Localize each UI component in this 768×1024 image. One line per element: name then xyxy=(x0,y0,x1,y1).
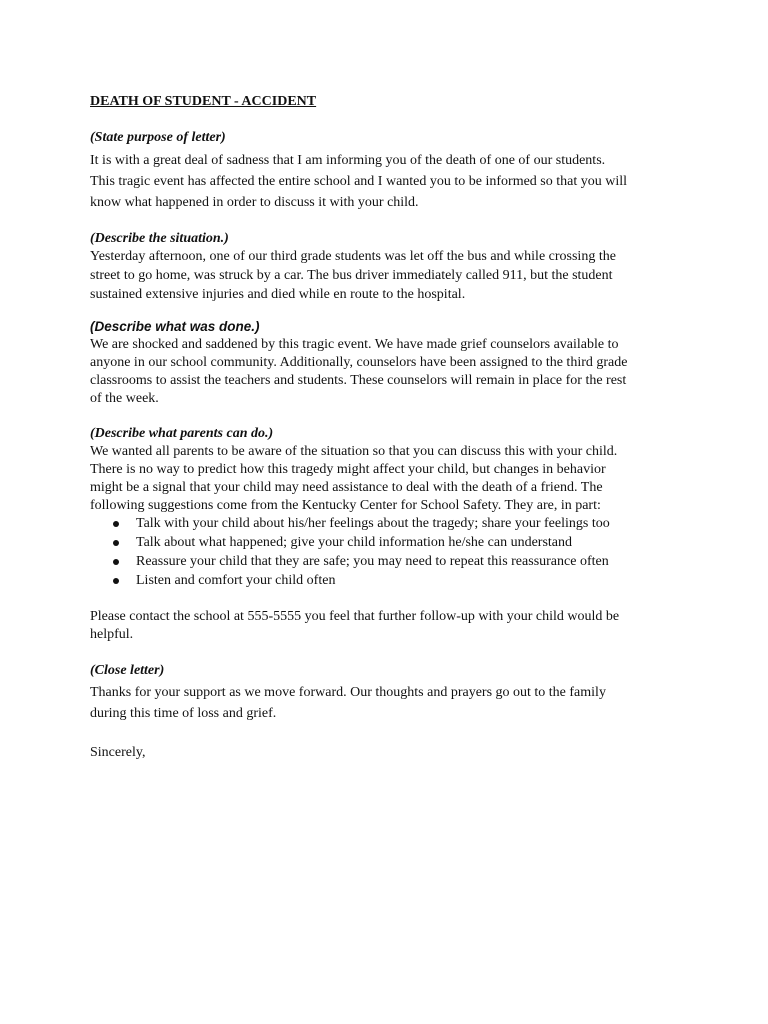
paragraph-line: It is with a great deal of sadness that I am informing you of the death of one of our students. xyxy=(90,153,606,168)
paragraph-line: classrooms to assist the teachers and students. These counselors will remain in place for the rest xyxy=(90,373,627,388)
suggestions-list xyxy=(90,515,610,591)
paragraph-line: know what happened in order to discuss it with your child. xyxy=(90,195,419,210)
list-item-text: Talk with your child about his/her feelings about the tragedy; share your feelings too xyxy=(136,516,610,531)
paragraph-line: during this time of loss and grief. xyxy=(90,706,277,721)
bullet-icon xyxy=(113,540,119,546)
paragraph-contact xyxy=(90,608,680,644)
paragraph-line: anyone in our school community. Additionally, counselors have been assigned to the third grade xyxy=(90,355,628,370)
paragraph-line: We are shocked and saddened by this tragic event. We have made grief counselors available to xyxy=(90,337,619,352)
paragraph-close xyxy=(90,682,680,724)
paragraph-line: sustained extensive injuries and died while en route to the hospital. xyxy=(90,287,466,302)
bullet-icon xyxy=(113,559,119,565)
bullet-icon xyxy=(113,578,119,584)
list-item xyxy=(90,553,609,572)
letter-title: DEATH OF STUDENT - ACCIDENT xyxy=(90,94,317,109)
section-heading-close: (Close letter) xyxy=(90,663,165,678)
list-item xyxy=(90,515,610,534)
list-item-text: Talk about what happened; give your child information he/she can understand xyxy=(136,535,573,550)
paragraph-line: might be a signal that your child may need assistance to deal with the death of a friend. The xyxy=(90,480,603,495)
paragraph-line: This tragic event has affected the entire school and I wanted you to be informed so that you will xyxy=(90,174,628,189)
paragraph-line: helpful. xyxy=(90,627,134,642)
paragraph-what-was-done xyxy=(90,336,680,408)
list-item-text: Listen and comfort your child often xyxy=(136,573,336,588)
section-heading-purpose: (State purpose of letter) xyxy=(90,130,226,145)
paragraph-situation xyxy=(90,247,680,304)
section-heading-situation: (Describe the situation.) xyxy=(90,231,229,246)
paragraph-line: Please contact the school at 555-5555 you feel that further follow-up with your child would be xyxy=(90,609,620,624)
paragraph-line: of the week. xyxy=(90,391,159,406)
paragraph-line: There is no way to predict how this tragedy might affect your child, but changes in behavior xyxy=(90,462,606,477)
paragraph-purpose xyxy=(90,150,680,213)
list-item xyxy=(90,572,336,591)
list-item xyxy=(90,534,573,553)
paragraph-line: Yesterday afternoon, one of our third grade students was let off the bus and while crossing the xyxy=(90,249,616,264)
paragraph-line: following suggestions come from the Kentucky Center for School Safety. They are, in part: xyxy=(90,498,601,513)
paragraph-line: We wanted all parents to be aware of the situation so that you can discuss this with your child. xyxy=(90,444,618,459)
closing-signoff: Sincerely, xyxy=(90,745,146,760)
paragraph-parents xyxy=(90,443,680,515)
section-heading-parents: (Describe what parents can do.) xyxy=(90,426,274,441)
list-item-text: Reassure your child that they are safe; you may need to repeat this reassurance often xyxy=(136,554,609,569)
paragraph-line: street to go home, was struck by a car. The bus driver immediately called 911, but the student xyxy=(90,268,613,283)
section-heading-what-was-done: (Describe what was done.) xyxy=(90,319,260,334)
bullet-icon xyxy=(113,521,119,527)
paragraph-line: Thanks for your support as we move forward. Our thoughts and prayers go out to the family xyxy=(90,685,606,700)
